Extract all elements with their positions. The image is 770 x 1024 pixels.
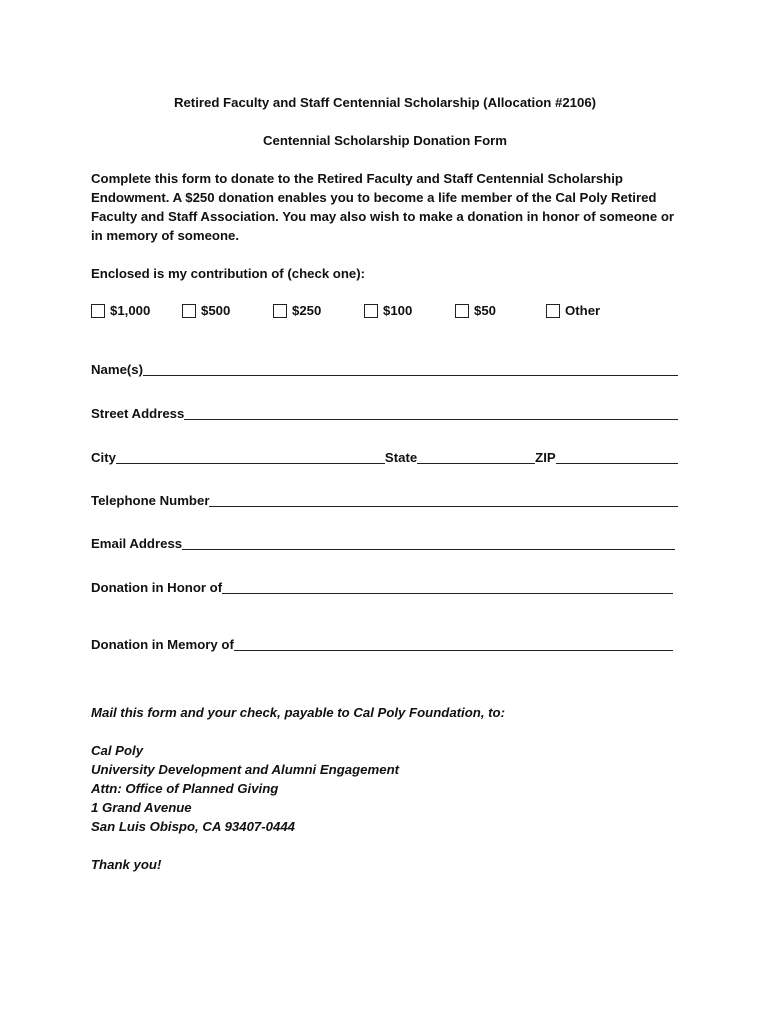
option-1000[interactable] [91,301,150,320]
address-line-5: San Luis Obispo, CA 93407-0444 [91,819,295,834]
address-line-4: 1 Grand Avenue [91,800,192,815]
intro-line-2: Endowment. A $250 donation enables you to become a life member of the Cal Poly Retired [91,190,657,205]
address-line-2: University Development and Alumni Engagement [91,762,400,777]
option-50[interactable] [455,301,496,320]
checkbox-100[interactable] [364,304,378,318]
city-state-zip-row [91,446,678,466]
city-label: City [91,450,116,465]
zip-line[interactable] [556,449,678,464]
form-subtitle: Centennial Scholarship Donation Form [263,133,507,148]
names-field [91,358,678,378]
state-line[interactable] [417,449,535,464]
honor-line[interactable] [222,579,673,594]
checkbox-other[interactable] [546,304,560,318]
phone-label: Telephone Number [91,493,210,508]
honor-field [91,576,673,596]
email-field [91,532,675,552]
names-line[interactable] [143,361,678,376]
address-line-1: Cal Poly [91,743,144,758]
names-label: Name(s) [91,362,144,377]
checkbox-500[interactable] [182,304,196,318]
checkbox-50[interactable] [455,304,469,318]
checkbox-250[interactable] [273,304,287,318]
memory-label: Donation in Memory of [91,637,234,652]
phone-field [91,489,678,509]
option-100[interactable] [364,301,412,320]
option-other-label: Other [565,303,601,318]
option-500-label: $500 [201,303,231,318]
phone-line[interactable] [209,492,678,507]
form-title: Retired Faculty and Staff Centennial Scholarship (Allocation #2106) [173,95,597,110]
thank-you: Thank you! [91,857,162,872]
email-label: Email Address [91,536,183,551]
option-500[interactable] [182,301,230,320]
intro-line-1: Complete this form to donate to the Retired Faculty and Staff Centennial Scholarship [91,171,623,186]
option-100-label: $100 [383,303,413,318]
option-1000-label: $1,000 [110,303,151,318]
street-field [91,402,678,422]
option-other[interactable] [546,301,600,320]
state-label: State [384,450,418,465]
mail-instruction: Mail this form and your check, payable to Cal Poly Foundation, to: [91,705,505,720]
intro-line-4: in memory of someone. [91,228,240,243]
memory-line[interactable] [234,636,673,651]
street-label: Street Address [91,406,185,421]
city-line[interactable] [116,449,385,464]
intro-line-3: Faculty and Staff Association. You may also wish to make a donation in honor of someone or [91,209,675,224]
address-line-3: Attn: Office of Planned Giving [91,781,279,796]
memory-field [91,633,673,653]
zip-label: ZIP [535,450,556,465]
option-250-label: $250 [292,303,322,318]
honor-label: Donation in Honor of [91,580,223,595]
contribution-prompt: Enclosed is my contribution of (check one): [91,266,366,281]
email-line[interactable] [182,535,675,550]
option-250[interactable] [273,301,321,320]
option-50-label: $50 [474,303,497,318]
checkbox-1000[interactable] [91,304,105,318]
street-line[interactable] [184,405,678,420]
